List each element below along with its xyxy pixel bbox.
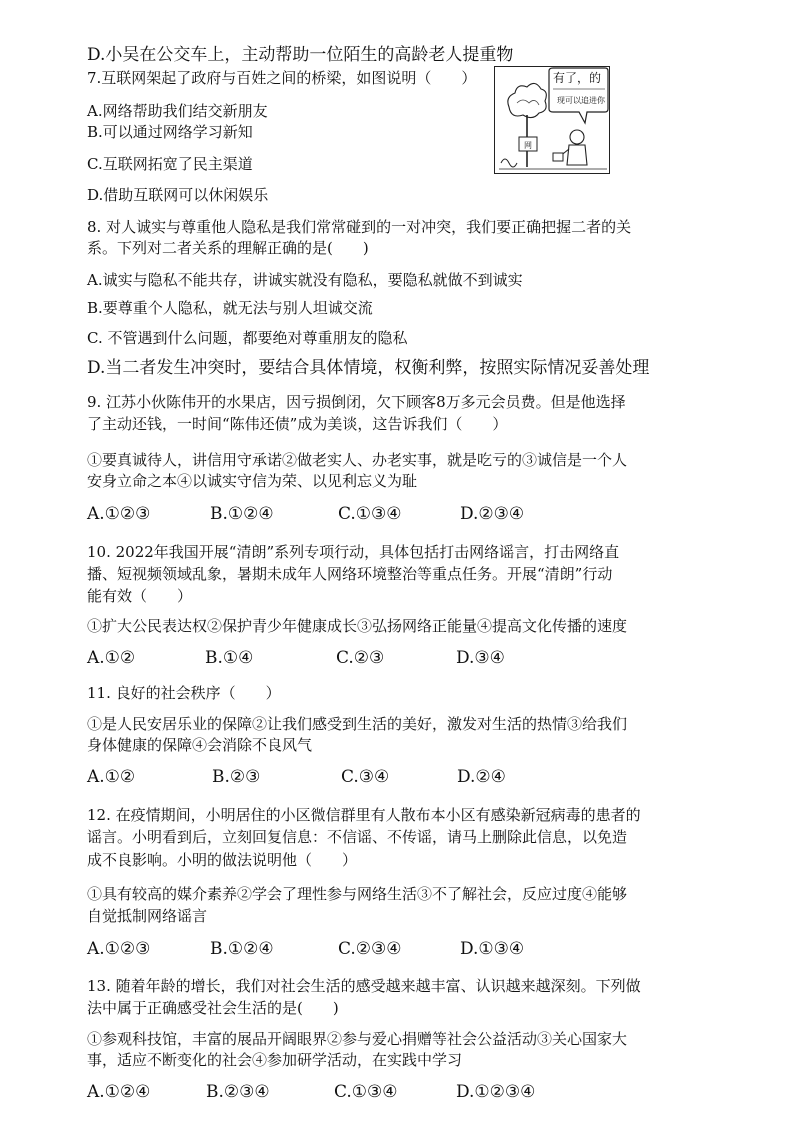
q12-items-line-1: ①具有较高的媒介素养②学会了理性参与网络生活③不了解社会，反应过度④能够 bbox=[87, 885, 628, 903]
q9-stem-line-1: 9. 江苏小伙陈伟开的水果店，因亏损倒闭，欠下顾客8万多元会员费。但是他选择 bbox=[87, 393, 626, 411]
q12-stem-line-1: 12. 在疫情期间，小明居住的小区微信群里有人散布本小区有感染新冠病毒的患者的 bbox=[87, 806, 641, 824]
q13-choice-c[interactable]: C.①③④ bbox=[334, 1082, 398, 1102]
q10-choice-d[interactable]: D.③④ bbox=[456, 648, 505, 668]
q8-option-c: C. 不管遇到什么问题，都要绝对尊重朋友的隐私 bbox=[87, 329, 408, 347]
q7-option-a: A.网络帮助我们结交新朋友 bbox=[87, 102, 268, 120]
q7-option-b: B.可以通过网络学习新知 bbox=[87, 123, 253, 141]
q11-choice-c[interactable]: C.③④ bbox=[341, 767, 390, 787]
q13-choice-d[interactable]: D.①②③④ bbox=[456, 1082, 536, 1102]
q12-choice-a[interactable]: A.①②③ bbox=[87, 939, 151, 959]
q7-option-d: D.借助互联网可以休闲娱乐 bbox=[87, 186, 269, 204]
bubble-sub-text: 现可以追进你 bbox=[557, 96, 605, 105]
q10-choice-a[interactable]: A.①② bbox=[87, 648, 136, 668]
q13-items-line-2: 事，适应不断变化的社会④参加研学活动，在实践中学习 bbox=[87, 1051, 463, 1069]
q10-stem-line-3: 能有效（ ） bbox=[87, 587, 193, 605]
bubble-main-text: 有了，的 bbox=[553, 71, 602, 85]
q9-items-line-1: ①要真诚待人，讲信用守承诺②做老实人、办老实事，就是吃亏的③诚信是一个人 bbox=[87, 451, 628, 469]
q9-choice-c[interactable]: C.①③④ bbox=[338, 504, 402, 524]
q12-choices bbox=[87, 939, 727, 963]
cartoon-illustration bbox=[494, 66, 610, 174]
q8-option-d: D.当二者发生冲突时，要结合具体情境，权衡利弊，按照实际情况妥善处理 bbox=[87, 358, 650, 378]
q11-choice-b[interactable]: B.②③ bbox=[212, 767, 261, 787]
q12-choice-b[interactable]: B.①②④ bbox=[210, 939, 274, 959]
q11-items-line-1: ①是人民安居乐业的保障②让我们感受到生活的美好，激发对生活的热情③给我们 bbox=[87, 715, 628, 733]
q11-choice-d[interactable]: D.②④ bbox=[457, 767, 506, 787]
q12-stem-line-2: 谣言。小明看到后，立刻回复信息：不信谣、不传谣，请马上删除此信息，以免造 bbox=[87, 828, 628, 846]
q10-choices bbox=[87, 648, 727, 672]
sign-label: 网 bbox=[524, 141, 532, 150]
q13-choice-a[interactable]: A.①②④ bbox=[87, 1082, 151, 1102]
q11-choices bbox=[87, 767, 727, 791]
q10-choice-b[interactable]: B.①④ bbox=[205, 648, 254, 668]
q8-stem-line-2: 系。下列对二者关系的理解正确的是( ) bbox=[87, 239, 369, 257]
q8-stem-line-1: 8. 对人诚实与尊重他人隐私是我们常常碰到的一对冲突，我们要正确把握二者的关 bbox=[87, 218, 632, 236]
q12-stem-line-3: 成不良影响。小明的做法说明他（ ） bbox=[87, 851, 358, 869]
q13-items-line-1: ①参观科技馆，丰富的展品开阔眼界②参与爱心捐赠等社会公益活动③关心国家大 bbox=[87, 1030, 628, 1048]
q9-items-line-2: 安身立命之本④以诚实守信为荣、以见利忘义为耻 bbox=[87, 472, 418, 490]
q11-stem: 11. 良好的社会秩序（ ） bbox=[87, 684, 281, 702]
q6-option-d: D.小吴在公交车上，主动帮助一位陌生的高龄老人提重物 bbox=[87, 45, 514, 65]
q13-stem-line-2: 法中属于正确感受社会生活的是( ) bbox=[87, 999, 339, 1017]
q9-stem-line-2: 了主动还钱，一时间“陈伟还债”成为美谈，这告诉我们（ ） bbox=[87, 415, 508, 433]
q13-choices bbox=[87, 1082, 727, 1106]
q9-choice-a[interactable]: A.①②③ bbox=[87, 504, 151, 524]
q9-choices bbox=[87, 504, 727, 528]
q13-choice-b[interactable]: B.②③④ bbox=[206, 1082, 270, 1102]
q10-stem-line-1: 10. 2022年我国开展“清朗”系列专项行动，具体包括打击网络谣言，打击网络直 bbox=[87, 543, 620, 561]
q11-items-line-2: 身体健康的保障④会消除不良风气 bbox=[87, 736, 313, 754]
q10-choice-c[interactable]: C.②③ bbox=[336, 648, 385, 668]
q7-stem: 7.互联网架起了政府与百姓之间的桥梁，如图说明（ ） bbox=[87, 69, 477, 87]
q11-choice-a[interactable]: A.①② bbox=[87, 767, 136, 787]
q9-choice-d[interactable]: D.②③④ bbox=[460, 504, 525, 524]
q12-choice-d[interactable]: D.①③④ bbox=[460, 939, 525, 959]
q12-choice-c[interactable]: C.②③④ bbox=[338, 939, 402, 959]
q10-items: ①扩大公民表达权②保护青少年健康成长③弘扬网络正能量④提高文化传播的速度 bbox=[87, 617, 628, 635]
q7-option-c: C.互联网拓宽了民主渠道 bbox=[87, 155, 253, 173]
q8-option-b: B.要尊重个人隐私，就无法与别人坦诚交流 bbox=[87, 299, 373, 317]
q9-choice-b[interactable]: B.①②④ bbox=[210, 504, 274, 524]
q13-stem-line-1: 13. 随着年龄的增长，我们对社会生活的感受越来越丰富、认识越来越深刻。下列做 bbox=[87, 977, 641, 995]
q12-items-line-2: 自觉抵制网络谣言 bbox=[87, 907, 208, 925]
q10-stem-line-2: 播、短视频领域乱象，暑期未成年人网络环境整治等重点任务。开展“清朗”行动 bbox=[87, 565, 613, 583]
q8-option-a: A.诚实与隐私不能共存，讲诚实就没有隐私，要隐私就做不到诚实 bbox=[87, 271, 523, 289]
